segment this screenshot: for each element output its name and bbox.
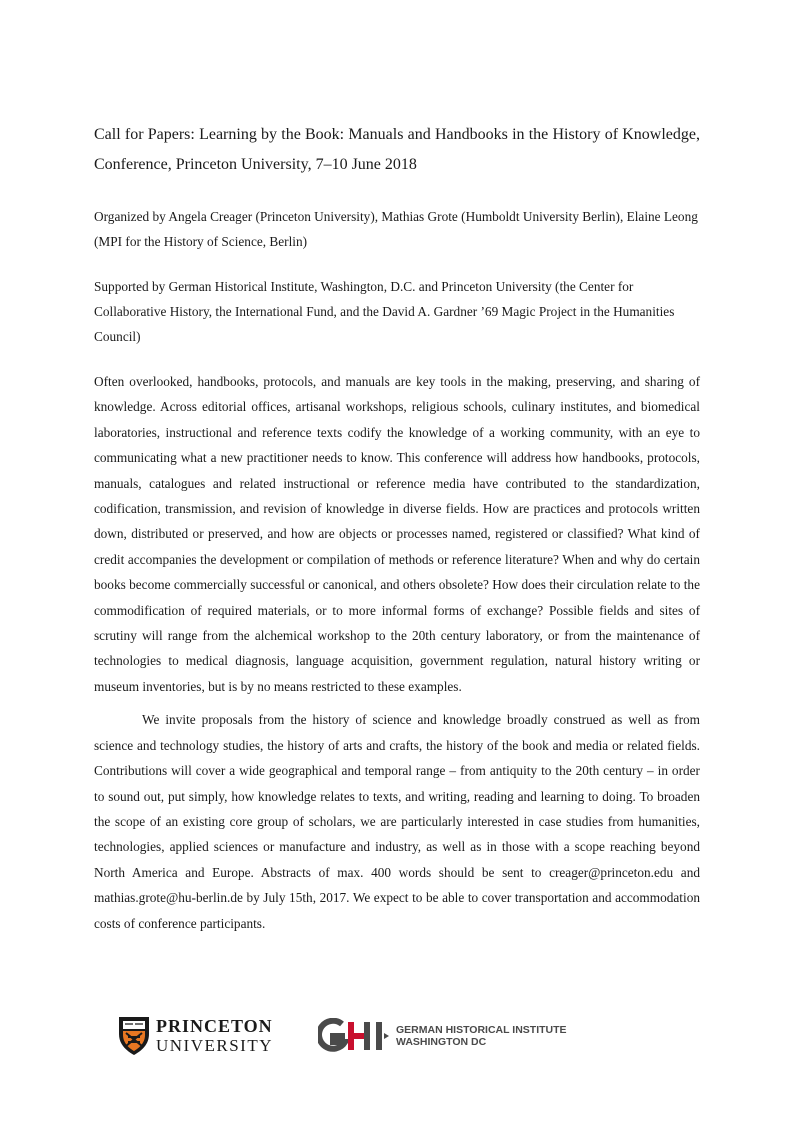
princeton-line1: PRINCETON bbox=[156, 1016, 273, 1036]
princeton-shield-icon bbox=[118, 1016, 150, 1056]
body-paragraph-1: Often overlooked, handbooks, protocols, and manuals are key tools in the making, preserving, and sharing of knowledge. Across editorial offices, artisanal workshops, religious schools, culinary institutes, and biomedical laboratories, instructional and reference texts codify the knowledge of a working community, with an eye to communicating what a new practitioner needs to know. This conference will address how handbooks, protocols, manuals, catalogues and related instructional or reference media have contributed to the standardization, codification, transmission, and revision of knowledge in diverse fields. How are practices and protocols written down, distributed or preserved, and how are objects or processes named, registered or classified? What kind of credit accompanies the development or compilation of methods or reference literature? When and why do certain books become commercially successful or canonical, and others obsolete? How does their circulation relate to the commodification of required materials, or to more informal forms of exchange? Possible fields and sites of scrutiny will range from the alchemical workshop to the 20th century laboratory, or from the maintenance of technologies to medical diagnosis, language acquisition, government regulation, natural history writing or museum inventories, but is by no means restricted to these examples. bbox=[94, 374, 700, 694]
princeton-line2: UNIVERSITY bbox=[156, 1036, 273, 1055]
supporters-line: Supported by German Historical Institute, Washington, D.C. and Princeton University (the Center for Collaborative History, the International Fund, and the David A. Gardner ’69 Magic Project in the Humanities Council) bbox=[94, 279, 675, 344]
body-paragraph-2: We invite proposals from the history of science and knowledge broadly construed as well as from science and technology studies, the history of arts and crafts, the history of the book and media or related fields. Contributions will cover a wide geographical and temporal range – from antiquity to the 20th century – in order to sound out, put simply, how knowledge relates to texts, and writing, reading and learning to doing. To broaden the scope of an existing core group of scholars, we are particularly interested in case studies from humanities, technologies, applied sciences or manufacture and industry, as well as in those with a scope reaching beyond North America and Europe. Abstracts of max. 400 words should be sent to creager@princeton.edu and mathias.grote@hu-berlin.de by July 15th, 2017. We expect to be able to cover transportation and accommodation costs of conference participants. bbox=[94, 712, 700, 931]
ghi-line2: WASHINGTON DC bbox=[396, 1036, 487, 1048]
logo-footer bbox=[118, 1014, 598, 1062]
ghi-logo-icon bbox=[318, 1018, 390, 1054]
page-title: Call for Papers: Learning by the Book: Manuals and Handbooks in the History of Knowledge, Conference, Princeton University, 7–10 June 2018 bbox=[94, 126, 700, 173]
ghi-line1: GERMAN HISTORICAL INSTITUTE bbox=[396, 1024, 567, 1036]
organizers-line: Organized by Angela Creager (Princeton University), Mathias Grote (Humboldt University Berlin), Elaine Leong (MPI for the History of Science, Berlin) bbox=[94, 209, 698, 249]
princeton-logo bbox=[118, 1016, 273, 1056]
ghi-logo bbox=[318, 1018, 567, 1054]
document-page bbox=[94, 120, 700, 944]
